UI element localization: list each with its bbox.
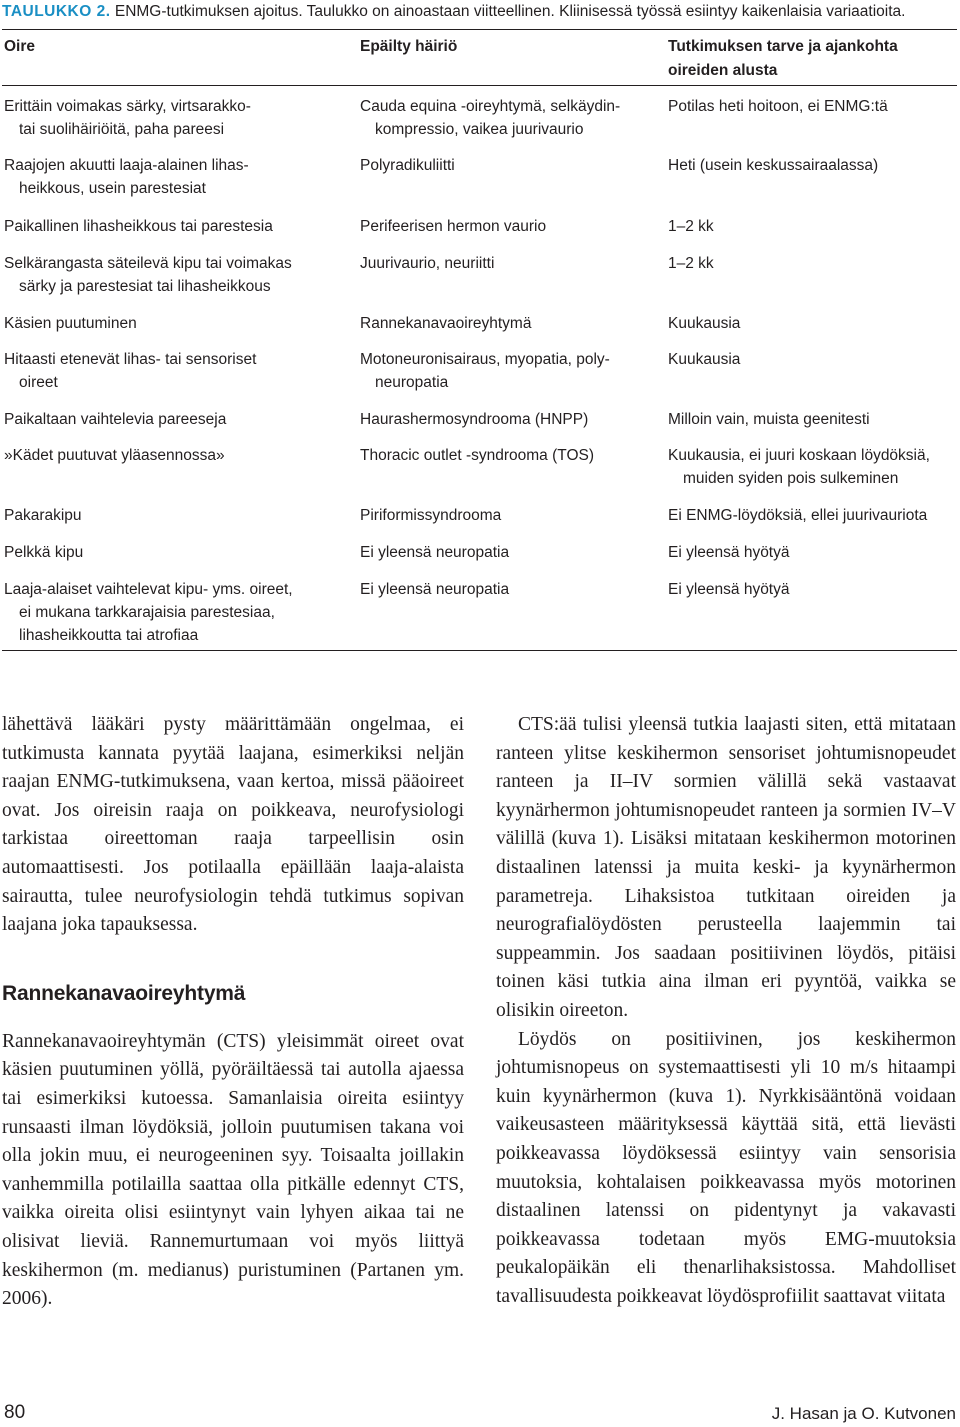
- table-row: [4, 408, 344, 431]
- table-header-rule: [2, 85, 957, 86]
- table-row: [4, 154, 344, 200]
- cell-text: Potilas heti hoitoon, ei ENMG:tä: [668, 98, 888, 115]
- cell-text: Piriformissyndrooma: [360, 507, 502, 524]
- cell-text: Ei yleensä neuropatia: [360, 581, 510, 598]
- cell-text: 1–2 kk: [668, 255, 714, 272]
- table-row: [4, 95, 344, 141]
- cell-text: lihasheikkoutta tai atrofiaa: [19, 627, 199, 644]
- body-paragraph: lähettävä lääkäri pysty määrittämään ongelmaa, ei tutkimusta kannata pyytää laajana, esimerkiksi neljän raajan ENMG-tutkimuksena, vaan kertoa, missä pääoireet ovat. Jos oireisin raaja on poikkeava, neurofysiologi tarkistaa oireettoman raaja tarpeellisin osin automaattisesti. Jos potilaalla epäillään laaja-alaista sairautta, tulee neurofysiologin tehdä tutkimus sopivan laajana joka tapauksessa.: [2, 714, 464, 936]
- cell-text: Pelkkä kipu: [4, 544, 84, 561]
- table-label: TAULUKKO 2.: [2, 3, 111, 20]
- cell-text: heikkous, usein parestesiat: [19, 180, 206, 197]
- table-cell: [360, 348, 660, 394]
- cell-text: Raajojen akuutti laaja-alainen lihas-: [4, 157, 249, 174]
- cell-text: Haurashermosyndrooma (HNPP): [360, 411, 589, 428]
- cell-text: Käsien puutuminen: [4, 315, 137, 332]
- table-caption: [2, 0, 958, 24]
- cell-text: Polyradikuliitti: [360, 157, 455, 174]
- cell-text: muiden syiden pois sulkeminen: [683, 470, 899, 487]
- body-column-left: [2, 711, 464, 1314]
- table-cell: [668, 154, 960, 177]
- running-footer-authors: J. Hasan ja O. Kutvonen: [771, 1404, 956, 1423]
- cell-text: Pakarakipu: [4, 507, 82, 524]
- table-cell: [668, 541, 960, 564]
- body-paragraph: Löydös on positiivinen, jos keskihermon johtumisnopeus on systemaattisesti yli 10 m/s hitaampi kuin kyynärhermon (kuva 1). Nyrkkisääntönä voidaan vaikeusasteen määrityksessä käyttää sitä, että lievästi poikkeavassa löydöksessä esiintyy vain sensorisia muutoksia, kohtalaisen poikkeavassa myös motorinen distaalinen latenssi on pidentynyt ja vakavasti poikkeavassa todetaan myös EMG-muutoksia peukalopäikän eli thenarlihaksistossa. Mahdolliset tavallisuudesta poikkeavat löydösprofiilit saattavat viitata: [496, 1028, 956, 1307]
- cell-text: Milloin vain, muista geenitesti: [668, 411, 870, 428]
- cell-text: Perifeerisen hermon vaurio: [360, 218, 547, 235]
- cell-text: Cauda equina -oireyhtymä, selkäydin-: [360, 98, 621, 115]
- header-suspected-disorder: Epäilty häiriö: [360, 38, 458, 55]
- table-cell: [668, 252, 960, 275]
- table-cell: [360, 215, 660, 238]
- cell-text: Kuukausia: [668, 315, 741, 332]
- cell-text: Laaja-alaiset vaihtelevat kipu- yms. oireet,: [4, 581, 293, 598]
- table-row: [4, 541, 344, 564]
- table-row: [4, 504, 344, 527]
- cell-text: Ei ENMG-löydöksiä, ellei juurivauriota: [668, 507, 928, 524]
- cell-text: särky ja parestesiat tai lihasheikkous: [19, 278, 271, 295]
- table-bottom-rule: [2, 650, 957, 651]
- cell-text: Kuukausia, ei juuri koskaan löydöksiä,: [668, 447, 930, 464]
- cell-text: Erittäin voimakas särky, virtsarakko-: [4, 98, 251, 115]
- table-cell: [668, 215, 960, 238]
- page-number: 80: [4, 1402, 26, 1423]
- table-row: [4, 444, 344, 467]
- cell-text: Kuukausia: [668, 351, 741, 368]
- cell-text: tai suolihäiriöitä, paha pareesi: [19, 121, 225, 138]
- table-caption-text: ENMG-tutkimuksen ajoitus. Taulukko on ainoastaan viitteellinen. Kliinisessä työssä esiintyy kaikenlaisia variaatioita.: [114, 3, 906, 20]
- cell-text: Thoracic outlet -syndrooma (TOS): [360, 447, 595, 464]
- header-need-and-timing: [668, 35, 960, 83]
- table-cell: [360, 252, 660, 275]
- table-cell: [668, 504, 960, 527]
- table-cell: [360, 154, 660, 177]
- table-cell: [360, 504, 660, 527]
- header-need-line2: oireiden alusta: [668, 62, 778, 79]
- body-paragraph: CTS:ää tulisi yleensä tutkia laajasti siten, että mitataan ranteen ylitse keskihermon sensoriset johtumisnopeudet ranteen ja II–IV sormien välillä sekä vastaavat kyynärhermon johtumisnopeudet ranteen ja sormien IV–V välillä (kuva 1). Lisäksi mitataan keskihermon motorinen distaalinen latenssi ja muita keski- ja kyynärhermon parametreja. Lihaksistoa tutkitaan oireiden ja neurografialöydösten perusteella laajemmin tai suppeammin. Jos saadaan positiivinen löydös, pitäisi toinen käsi tutkia aina ilman eri pyyntöä, vaikka se olisikin oireeton.: [496, 714, 956, 1021]
- table-top-rule: [2, 29, 957, 30]
- cell-text: neuropatia: [375, 374, 449, 391]
- table-row: [4, 312, 344, 335]
- body-column-right: [496, 711, 956, 1311]
- table-cell: [360, 95, 660, 141]
- cell-text: Heti (usein keskussairaalassa): [668, 157, 879, 174]
- table-cell: [668, 95, 960, 118]
- cell-text: Paikallinen lihasheikkous tai parestesia: [4, 218, 273, 235]
- table-cell: [668, 312, 960, 335]
- table-cell: [360, 408, 660, 431]
- cell-text: ei mukana tarkkarajaisia parestesiaa,: [19, 604, 275, 621]
- cell-text: Ei yleensä neuropatia: [360, 544, 510, 561]
- cell-text: kompressio, vaikea juurivaurio: [375, 121, 584, 138]
- section-heading: Rannekanavaoireyhtymä: [2, 981, 246, 1005]
- cell-text: »Kädet puutuvat yläasennossa»: [4, 447, 225, 464]
- table-cell: [668, 348, 960, 371]
- body-paragraph: Rannekanavaoireyhtymän (CTS) yleisimmät oireet ovat käsien puutuminen yöllä, pyöräiltäessä tai autolla ajaessa tai esimerkiksi kutoessa. Samanlaisia oireita esiintyy runsaasti ilman löydöksiä, jolloin puutumisen takana voi olla jokin muu, ei neurogeeninen syy. Toisaalta joillakin vanhemmilla potilailla saattaa olla pitkälle edennyt CTS, vaikka oireita olisi esiintynyt vain lyhyen aikaa tai ne olisivat lieviä. Rannemurtumaan voi myös liittyä keskihermon (m. medianus) puristuminen (Partanen ym. 2006).: [2, 1030, 464, 1310]
- header-need-line1: Tutkimuksen tarve ja ajankohta: [668, 38, 898, 55]
- cell-text: Ei yleensä hyötyä: [668, 581, 790, 598]
- header-symptom: Oire: [4, 38, 36, 55]
- table-cell: [668, 578, 960, 601]
- table-cell: [668, 408, 960, 431]
- cell-text: 1–2 kk: [668, 218, 714, 235]
- cell-text: Hitaasti etenevät lihas- tai sensoriset: [4, 351, 257, 368]
- cell-text: Motoneuronisairaus, myopatia, poly-: [360, 351, 610, 368]
- cell-text: oireet: [19, 374, 58, 391]
- table-cell: [360, 312, 660, 335]
- table-cell: [360, 578, 660, 601]
- cell-text: Selkärangasta säteilevä kipu tai voimakas: [4, 255, 292, 272]
- table-cell: [668, 444, 960, 490]
- table-row: [4, 348, 344, 394]
- table-cell: [360, 541, 660, 564]
- table-cell: [360, 444, 660, 467]
- cell-text: Rannekanavaoireyhtymä: [360, 315, 532, 332]
- cell-text: Ei yleensä hyötyä: [668, 544, 790, 561]
- table-row: [4, 252, 344, 298]
- cell-text: Juurivaurio, neuriitti: [360, 255, 495, 272]
- table-row: [4, 578, 344, 647]
- table-row: [4, 215, 344, 238]
- cell-text: Paikaltaan vaihtelevia pareeseja: [4, 411, 227, 428]
